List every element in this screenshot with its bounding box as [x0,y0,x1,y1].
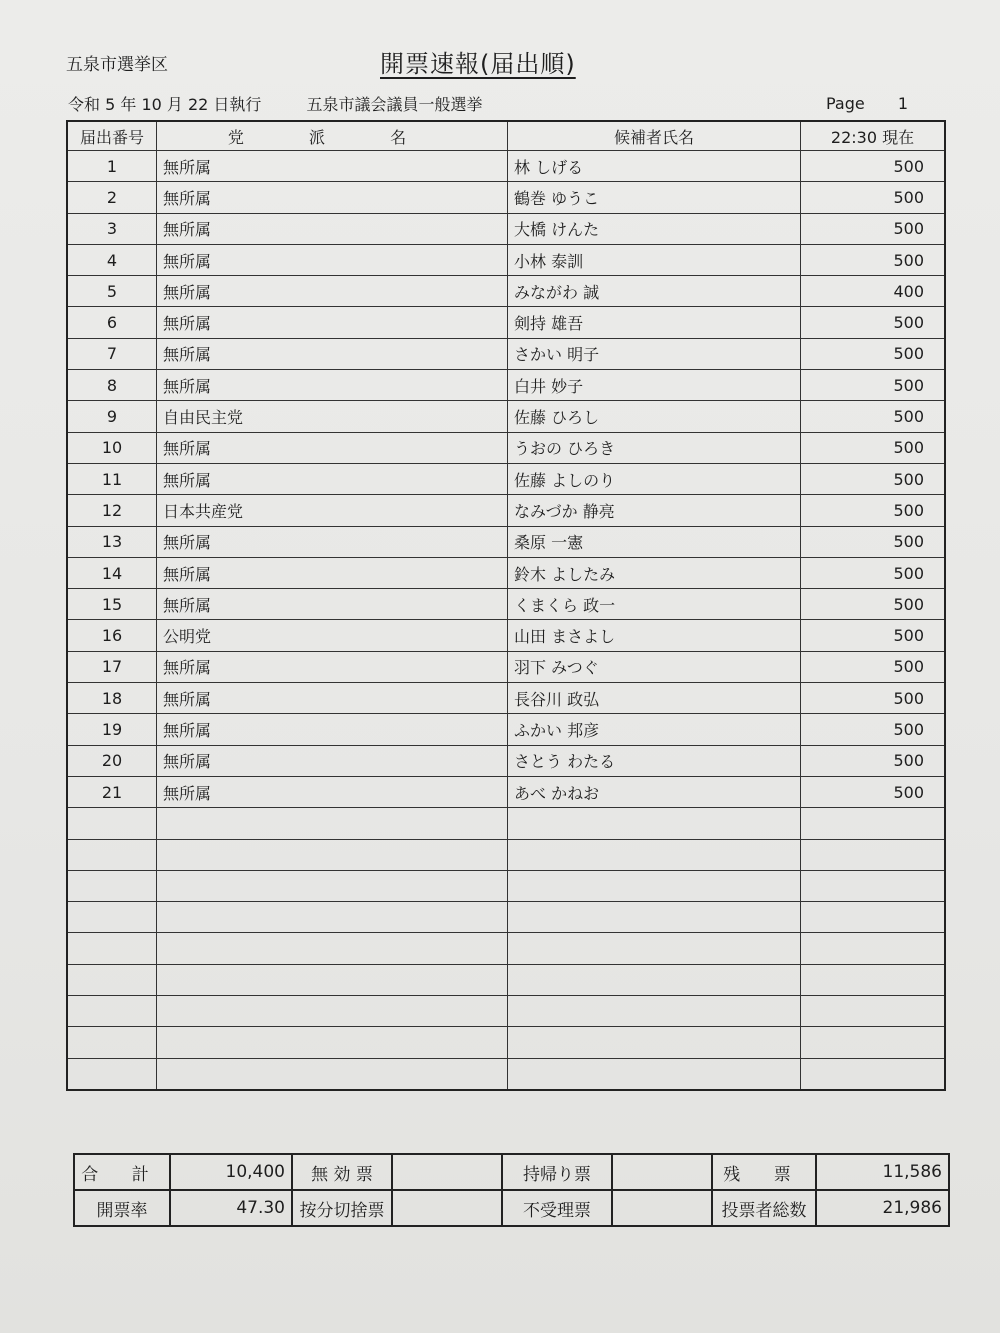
blank-cell [67,902,157,933]
table-row [67,651,945,682]
blank-cell [67,964,157,995]
blank-row [67,870,945,901]
cell-votes: 500 [801,182,946,213]
page-indicator [826,94,908,113]
blank-row [67,933,945,964]
rate-label: 開票率 [74,1190,170,1226]
cell-no: 15 [67,589,157,620]
blank-cell [157,1027,508,1058]
cell-no: 13 [67,526,157,557]
rejected-value [612,1190,712,1226]
remaining-value: 11,586 [816,1154,949,1190]
table-row [67,182,945,213]
blank-cell [67,996,157,1027]
blank-row [67,996,945,1027]
blank-cell [67,933,157,964]
table-row [67,463,945,494]
summary-row-1 [74,1154,949,1190]
blank-cell [801,964,946,995]
total-label: 合 計 [74,1154,170,1190]
cell-no: 19 [67,714,157,745]
cell-votes: 500 [801,244,946,275]
table-row [67,307,945,338]
cell-votes: 500 [801,557,946,588]
invalid-label: 無 効 票 [292,1154,392,1190]
cell-votes: 500 [801,151,946,182]
cell-name: 剣持 雄吾 [508,307,801,338]
summary-row-2 [74,1190,949,1226]
cell-votes: 500 [801,213,946,244]
cell-party: 無所属 [157,276,508,307]
cell-party: 無所属 [157,307,508,338]
table-row [67,244,945,275]
remaining-label: 残 票 [712,1154,816,1190]
cell-no: 5 [67,276,157,307]
cell-party: 無所属 [157,463,508,494]
blank-row [67,839,945,870]
election-date: 令和 5 年 10 月 22 日執行 [68,95,262,114]
blank-row [67,808,945,839]
cell-no: 21 [67,776,157,807]
table-row [67,401,945,432]
blank-cell [67,1058,157,1090]
cell-votes: 500 [801,620,946,651]
results-body [67,151,945,1090]
takehome-value [612,1154,712,1190]
table-row [67,495,945,526]
total-value: 10,400 [170,1154,292,1190]
rate-value: 47.30 [170,1190,292,1226]
table-row [67,714,945,745]
col-header-name: 候補者氏名 [508,121,801,151]
cell-votes: 500 [801,714,946,745]
cell-name: 大橋 けんた [508,213,801,244]
blank-row [67,964,945,995]
document-title: 開票速報(届出順) [380,50,576,78]
blank-cell [508,870,801,901]
cell-name: 鶴巻 ゆうこ [508,182,801,213]
cell-name: 佐藤 よしのり [508,463,801,494]
col-header-votes: 22:30 現在 [801,121,946,151]
cell-party: 無所属 [157,651,508,682]
blank-cell [508,902,801,933]
blank-cell [508,808,801,839]
cell-name: 白井 妙子 [508,370,801,401]
cell-no: 18 [67,683,157,714]
election-name: 五泉市議会議員一般選挙 [306,95,483,114]
subtitle-line [68,92,483,115]
cell-name: うおの ひろき [508,432,801,463]
blank-cell [801,1058,946,1090]
cell-votes: 500 [801,683,946,714]
blank-row [67,902,945,933]
cell-party: 無所属 [157,526,508,557]
cell-no: 2 [67,182,157,213]
blank-cell [157,933,508,964]
cell-name: 桑原 一憲 [508,526,801,557]
cell-party: 無所属 [157,589,508,620]
cell-votes: 500 [801,651,946,682]
cell-votes: 500 [801,745,946,776]
invalid-value [392,1154,502,1190]
cell-votes: 500 [801,526,946,557]
blank-cell [801,933,946,964]
blank-cell [157,996,508,1027]
cell-votes: 400 [801,276,946,307]
cell-votes: 500 [801,370,946,401]
cell-votes: 500 [801,776,946,807]
cell-no: 9 [67,401,157,432]
cell-name: くまくら 政一 [508,589,801,620]
table-row [67,620,945,651]
cell-name: 鈴木 よしたみ [508,557,801,588]
summary-table [73,1153,950,1227]
blank-cell [157,870,508,901]
table-row [67,151,945,182]
cell-votes: 500 [801,495,946,526]
cell-name: みながわ 誠 [508,276,801,307]
blank-cell [157,808,508,839]
cell-party: 無所属 [157,776,508,807]
cell-party: 無所属 [157,244,508,275]
cell-name: ふかい 邦彦 [508,714,801,745]
cell-no: 11 [67,463,157,494]
cell-no: 10 [67,432,157,463]
cell-party: 無所属 [157,432,508,463]
cell-name: 羽下 みつぐ [508,651,801,682]
cell-votes: 500 [801,401,946,432]
blank-cell [67,870,157,901]
blank-cell [508,1058,801,1090]
cell-no: 3 [67,213,157,244]
blank-row [67,1058,945,1090]
blank-cell [801,902,946,933]
cell-no: 20 [67,745,157,776]
table-row [67,745,945,776]
table-row [67,338,945,369]
cell-party: 自由民主党 [157,401,508,432]
table-row [67,557,945,588]
blank-cell [157,964,508,995]
blank-cell [801,870,946,901]
table-header-row [67,121,945,151]
rejected-label: 不受理票 [502,1190,612,1226]
cell-party: 日本共産党 [157,495,508,526]
cell-party: 無所属 [157,745,508,776]
table-row [67,526,945,557]
cell-name: 林 しげる [508,151,801,182]
cell-name: 長谷川 政弘 [508,683,801,714]
cell-party: 公明党 [157,620,508,651]
cell-votes: 500 [801,338,946,369]
blank-cell [508,964,801,995]
voters-value: 21,986 [816,1190,949,1226]
table-row [67,589,945,620]
blank-cell [508,839,801,870]
cell-name: あべ かねお [508,776,801,807]
cell-no: 17 [67,651,157,682]
cell-party: 無所属 [157,714,508,745]
blank-cell [508,933,801,964]
blank-cell [67,1027,157,1058]
col-header-party: 党 派 名 [157,121,508,151]
blank-cell [801,839,946,870]
cell-no: 4 [67,244,157,275]
table-row [67,276,945,307]
cell-no: 8 [67,370,157,401]
cell-party: 無所属 [157,683,508,714]
blank-cell [67,808,157,839]
rounding-label: 按分切捨票 [292,1190,392,1226]
blank-cell [508,1027,801,1058]
cell-party: 無所属 [157,370,508,401]
blank-cell [157,1058,508,1090]
blank-cell [508,996,801,1027]
table-row [67,683,945,714]
table-row [67,213,945,244]
takehome-label: 持帰り票 [502,1154,612,1190]
cell-name: さかい 明子 [508,338,801,369]
rounding-value [392,1190,502,1226]
blank-cell [801,808,946,839]
cell-no: 12 [67,495,157,526]
blank-cell [67,839,157,870]
cell-no: 14 [67,557,157,588]
cell-party: 無所属 [157,213,508,244]
cell-party: 無所属 [157,338,508,369]
cell-party: 無所属 [157,151,508,182]
cell-name: 佐藤 ひろし [508,401,801,432]
cell-votes: 500 [801,589,946,620]
cell-name: さとう わたる [508,745,801,776]
page-number: 1 [897,94,909,113]
cell-name: 山田 まさよし [508,620,801,651]
cell-name: なみづか 静亮 [508,495,801,526]
results-table [66,120,946,1091]
cell-party: 無所属 [157,557,508,588]
cell-votes: 500 [801,463,946,494]
col-header-no: 届出番号 [67,121,157,151]
voters-label: 投票者総数 [712,1190,816,1226]
page-label: Page [826,94,865,113]
cell-no: 16 [67,620,157,651]
blank-cell [157,839,508,870]
cell-no: 1 [67,151,157,182]
district-label: 五泉市選挙区 [66,55,168,75]
table-row [67,432,945,463]
blank-row [67,1027,945,1058]
blank-cell [157,902,508,933]
cell-no: 6 [67,307,157,338]
blank-cell [801,1027,946,1058]
blank-cell [801,996,946,1027]
cell-votes: 500 [801,432,946,463]
cell-name: 小林 泰訓 [508,244,801,275]
cell-party: 無所属 [157,182,508,213]
cell-no: 7 [67,338,157,369]
table-row [67,776,945,807]
table-row [67,370,945,401]
cell-votes: 500 [801,307,946,338]
